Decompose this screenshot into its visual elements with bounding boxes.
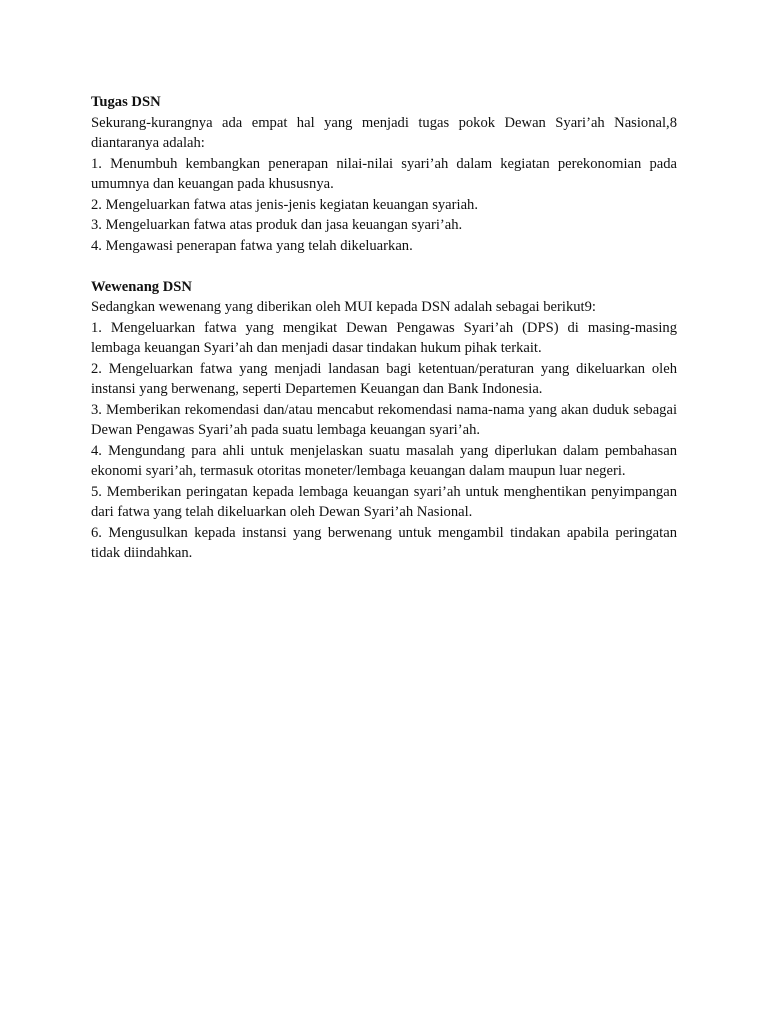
wewenang-intro: Sedangkan wewenang yang diberikan oleh MUI kepada DSN adalah sebagai berikut9:	[91, 299, 596, 315]
section-gap	[91, 256, 677, 277]
tugas-item-1: 1. Menumbuh kembangkan penerapan nilai-nilai syari’ah dalam kegiatan perekonomian pada umumnya dan keuangan pada khususnya.	[91, 155, 677, 192]
wewenang-heading: Wewenang DSN	[91, 278, 192, 295]
wewenang-item-1: 1. Mengeluarkan fatwa yang mengikat Dewan Pengawas Syari’ah (DPS) di masing-masing lembaga keuangan Syari’ah dan menjadi dasar tindakan hukum pihak terkait.	[91, 319, 677, 356]
wewenang-item-6: 6. Mengusulkan kepada instansi yang berwenang untuk mengambil tindakan apabila peringatan tidak diindahkan.	[91, 524, 677, 561]
tugas-item-3: 3. Mengeluarkan fatwa atas produk dan jasa keuangan syari’ah.	[91, 217, 463, 233]
tugas-intro: Sekurang-kurangnya ada empat hal yang menjadi tugas pokok Dewan Syari’ah Nasional,8 diantaranya adalah:	[91, 114, 677, 151]
wewenang-item-5: 5. Memberikan peringatan kepada lembaga keuangan syari’ah untuk menghentikan penyimpangan dari fatwa yang telah dikeluarkan oleh Dewan Syari’ah Nasional.	[91, 483, 677, 520]
document-page	[91, 92, 677, 564]
tugas-item-4: 4. Mengawasi penerapan fatwa yang telah dikeluarkan.	[91, 237, 413, 254]
wewenang-item-4: 4. Mengundang para ahli untuk menjelaskan suatu masalah yang diperlukan dalam pembahasan ekonomi syari’ah, termasuk otoritas moneter/lembaga keuangan dalam maupun luar negeri.	[91, 442, 677, 479]
wewenang-item-3: 3. Memberikan rekomendasi dan/atau mencabut rekomendasi nama-nama yang akan duduk sebagai Dewan Pengawas Syari’ah pada suatu lembaga keuangan syari’ah.	[91, 401, 677, 438]
tugas-heading: Tugas DSN	[91, 94, 161, 110]
tugas-item-2: 2. Mengeluarkan fatwa atas jenis-jenis kegiatan keuangan syariah.	[91, 196, 478, 213]
wewenang-item-2: 2. Mengeluarkan fatwa yang menjadi landasan bagi ketentuan/peraturan yang dikeluarkan oleh instansi yang berwenang, seperti Departemen Keuangan dan Bank Indonesia.	[91, 360, 677, 397]
